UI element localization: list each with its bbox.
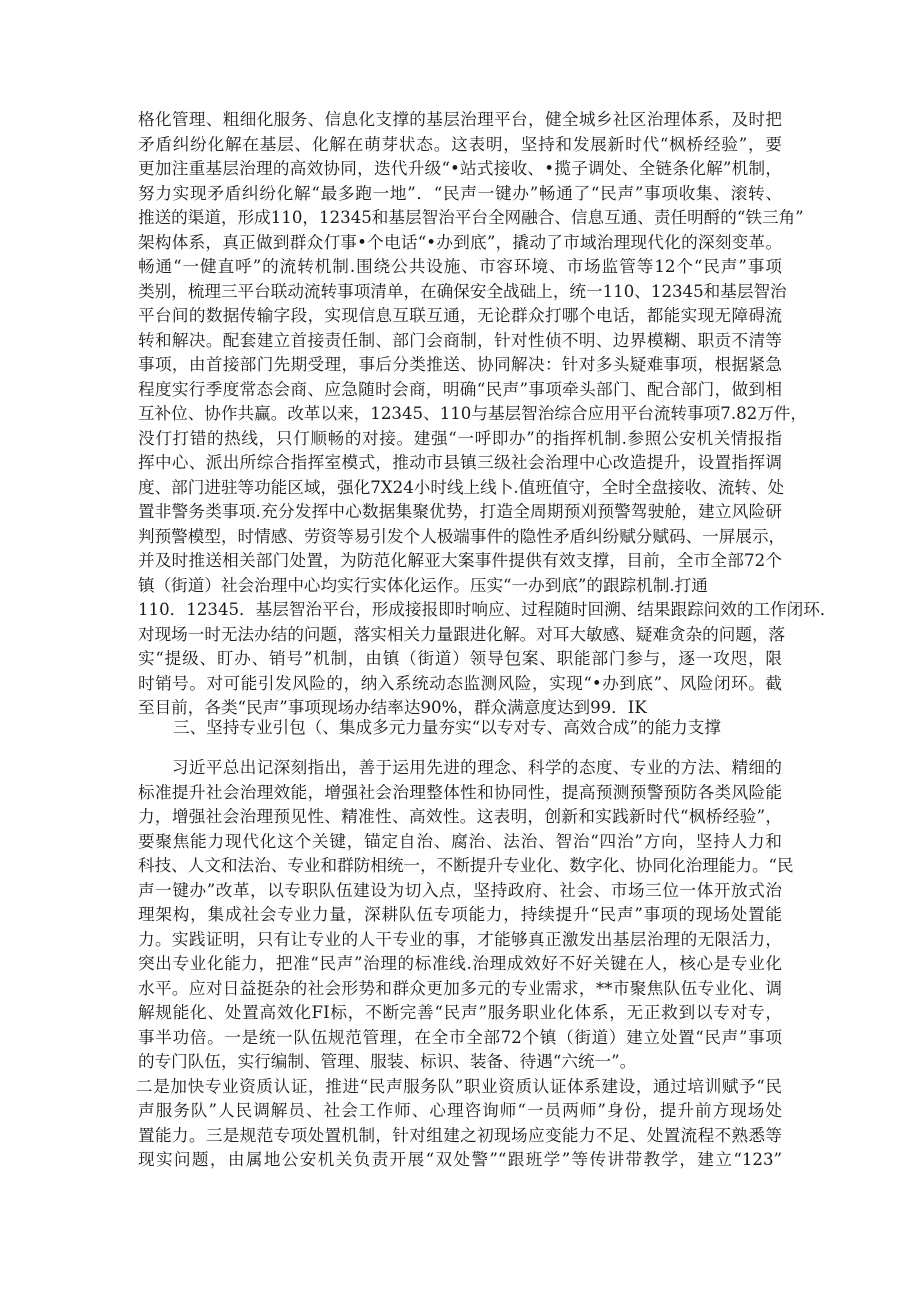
- text-line: 度、部门进驻等功能区域，强化7X24小时线上线卜.值班值守，全时全盘接收、流转、处: [138, 477, 785, 497]
- text-line: 转和解决。配套建立首接责任制、部门会商制，针对性侦不明、边界模糊、职贡不清等: [138, 330, 782, 350]
- text-line: 努力实现矛盾纠纷化解“最多跑一地”．“民声一键办”畅通了“民声”事项收集、滚转、: [138, 183, 782, 203]
- text-line: 对现场一时无法办结的问题，落实相关力量跟进化解。对耳大敏感、疑难贪杂的问题，落: [138, 624, 786, 644]
- text-line: 的专门队伍，实行编制、管理、服装、标识、装备、待遇“六统一”。: [138, 1052, 637, 1071]
- text-line: 习近平总出记深刻指出，善于运用先进的理念、科学的态度、专业的方法、精细的: [138, 758, 782, 777]
- text-line: 平台间的数据传输字段，实现信息互联互通，无论群众打哪个电话，都能实现无障碍流: [138, 306, 782, 325]
- text-line: 置非警务类事项.充分发挥中心数据集聚优势，打造全周期预刈预警驾驶舱，建立风险研: [138, 502, 782, 521]
- text-line: 程度实行季度常态会商、应急随时会商，明确“民声”事项牵头部门、配合部门，做到相: [138, 379, 782, 399]
- text-line: 畅通“一健直呼”的流转机制.围绕公共设施、市容环境、市场监管等12个“民声”事项: [138, 257, 782, 276]
- text-line: 力。实践证明，只有让专业的人干专业的事，才能够真正激发出基层治理的无限活力，: [138, 929, 782, 949]
- text-line: 事半功倍。一是统一队伍规范管理，在全市全部72个镇（街道）建立处置“民声”事项: [138, 1027, 782, 1047]
- text-line: 镇（街道）社会治理中心均实行实体化运作。压实“一办到底”的跟踪机制.打通: [138, 575, 708, 595]
- text-line: 声服务队”人民调解员、社会工作师、心理咨询师“一员两师”身份，提升前方现场处: [138, 1101, 782, 1120]
- text-line: 要聚焦能力现代化这个关键，锚定自治、腐治、法治、智治“四治”方向，坚持人力和: [138, 831, 782, 851]
- text-line: 110．12345．基层智治平台，形成接报即时响应、过程随时回溯、结果跟踪问效的工作闭环．: [138, 600, 837, 619]
- text-line: 没仃打错的热线，只仃顺畅的对接。建强“一呼即办”的指挥机制.参照公安机关情报指: [138, 428, 782, 448]
- text-line: 现实问题，由属地公安机关负责开展“双处警”“跟班学”等传讲带教学，建立“123”: [138, 1150, 782, 1169]
- text-line: 至目前，各类“民声”事项现场办结率达90%，群众满意度达到99．IK: [138, 698, 647, 717]
- text-line: 更加注重基层治理的高效协同，迭代升级“•站式接收、•揽子调处、全链条化解”机制，: [138, 159, 782, 178]
- text-line: 类别，梳理三平台联动流转事项清单，在确保安全战础上，统一110、12345和基层智治: [138, 281, 787, 301]
- text-line: 实“提级、盯办、销号”机制，由镇（街道）领导包案、职能部门参与，逐一攻咫，限: [138, 649, 782, 668]
- text-line: 标准提升社会治理效能，增强社会治理整体性和协同性，提高预测预警预防各类风险能: [138, 782, 782, 802]
- paragraph-governance-mechanisms: [138, 108, 837, 721]
- text-line: 矛盾纠纷化解在基层、化解在萌芽状态。这表明，坚持和发展新时代“枫桥经验”，要: [138, 134, 782, 154]
- text-line: 事项，由首接部门先期受理，事后分类推送、协同解决：针对多头疑难事项，根据紧急: [138, 355, 782, 374]
- text-line: 突出专业化能力，把准“民声”治理的标准线.治理成效好不好关键在人，核心是专业化: [138, 954, 782, 973]
- text-line: 置能力。三是规范专项处置机制，针对组建之初现场应变能力不足、处置流程不熟悉等: [138, 1125, 782, 1145]
- text-line: 架构体系，真正做到群众仃事•个电话“•办到底”，撬动了市域治理现代化的深刻变革。: [138, 232, 782, 252]
- text-line: 挥中心、派出所综合指挥室模式，推动市县镇三级社会治理中心改造提升，设置指挥调: [138, 453, 782, 472]
- text-line: 并及时推送相关部门处置，为防范化解亚大案事件提供有效支撑，目前，全市全部72个: [138, 551, 782, 570]
- text-line: 推送的渠道，形成110，12345和基层智治平台全网融合、信息互通、责任明酹的“铁三角”: [138, 208, 804, 227]
- section-heading: 三、坚持专业引包（、集成多元力量夯实“以专对专、高效合成”的能力支撑: [173, 718, 721, 737]
- text-line: 二是加快专业资质认证，推进“民声服务队”职业资质认证体系建设，通过培训赋予“民: [136, 1076, 782, 1096]
- text-line: 理架构，集成社会专业力量，深耕队伍专项能力，持续提升“民声”事项的现场处置能: [138, 905, 782, 924]
- paragraph-professional-capability: [136, 756, 794, 1173]
- text-line: 科技、人文和法治、专业和群防相统一，不断提升专业化、数字化、协同化治理能力。“民: [138, 856, 794, 875]
- text-line: 互补位、协作共赢。改革以来，12345、110与基层智治综合应用平台流转事项7.82万件，: [138, 404, 807, 423]
- text-line: 解规能化、处置高效化FI标，不断完善“民声”服务职业化体系，无正救到以专对专，: [138, 1003, 782, 1022]
- text-line: 水平。应对日益挺杂的社会形势和群众更加多元的专业需求，**市聚焦队伍专业化、调: [138, 978, 782, 998]
- text-line: 时销号。对可能引发风险的，纳入系统动态监测风险，实现“•办到底”、风险闭环。截: [138, 673, 782, 693]
- text-line: 力，增强社会治理预见性、精准性、高效性。这表明，创新和实践新时代“枫桥经验”，: [138, 807, 782, 826]
- text-line: 格化管理、粗细化服务、信息化支撑的基层治理平台，健全城乡社区治理体系，及时把: [138, 110, 782, 129]
- text-line: 声一键办”改革，以专职队伍建设为切入点，坚持政府、社会、市场三位一体开放式治: [138, 880, 782, 900]
- text-line: 判预警模型，时情感、劳资等易引发个人极端事件的隐性矛盾纠纷赋分赋码、一屏展示，: [138, 526, 786, 546]
